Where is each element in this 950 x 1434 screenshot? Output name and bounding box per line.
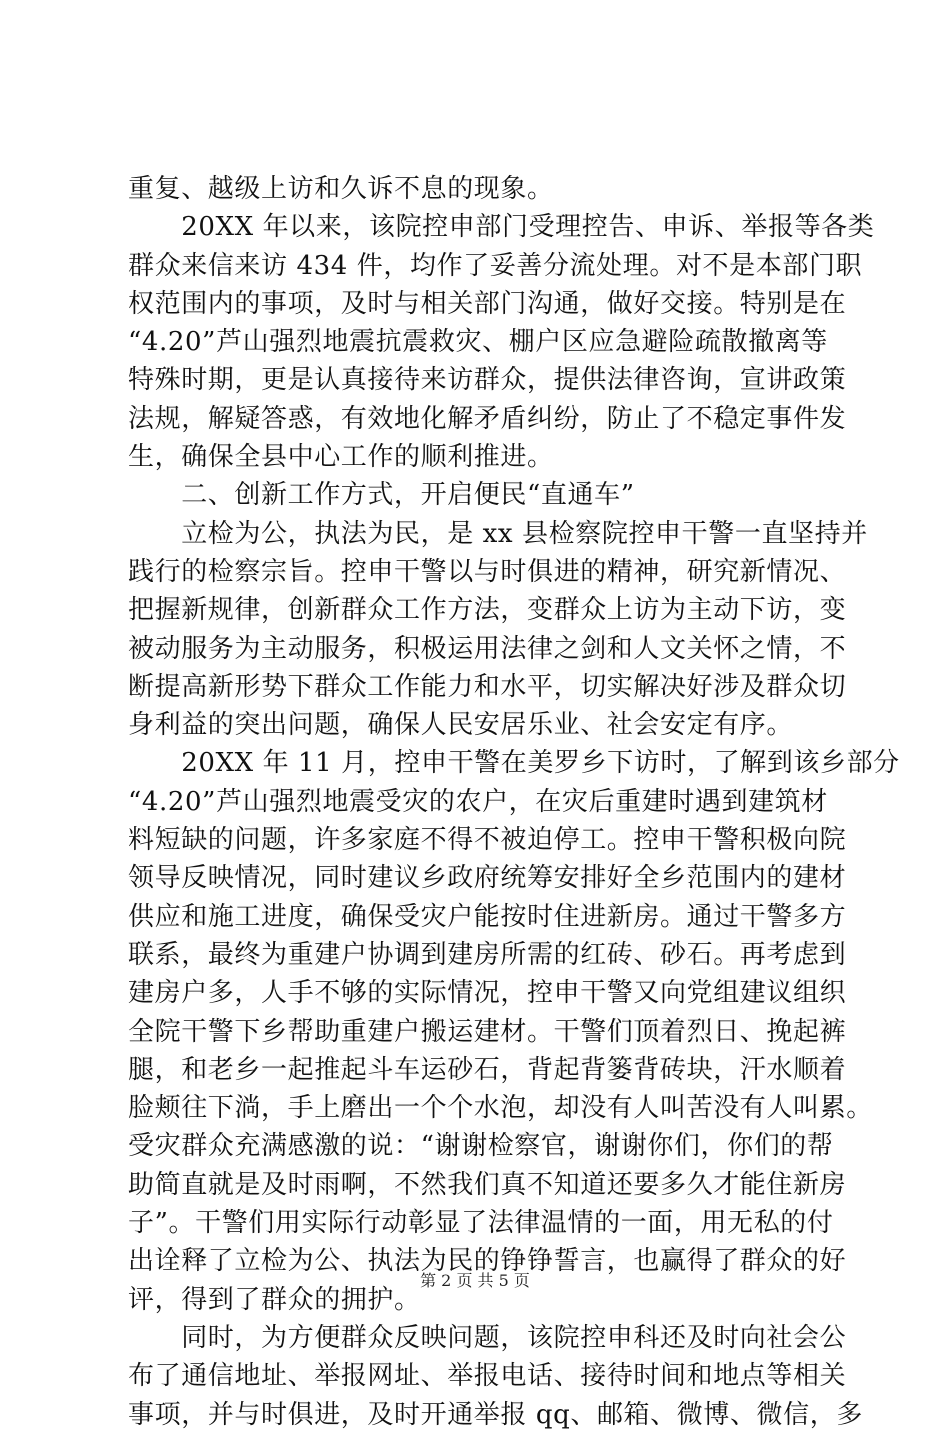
text-line: 同时，为方便群众反映问题，该院控申科还及时向社会公 bbox=[128, 1322, 847, 1353]
text-line: 出诠释了立检为公、执法为民的铮铮誓言，也赢得了群众的好 bbox=[128, 1246, 847, 1277]
text-line: 子”。干警们用实际行动彰显了法律温情的一面，用无私的付 bbox=[128, 1208, 834, 1239]
text-line: 20XX 年 11 月，控申干警在美罗乡下访时，了解到该乡部分 bbox=[128, 748, 900, 779]
text-line: 群众来信来访 434 件，均作了妥善分流处理。对不是本部门职 bbox=[128, 250, 863, 281]
text-line: “4.20”芦山强烈地震受灾的农户，在灾后重建时遇到建筑材 bbox=[128, 786, 828, 817]
text-line: 权范围内的事项，及时与相关部门沟通，做好交接。特别是在 bbox=[128, 288, 847, 319]
text-line: 全院干警下乡帮助重建户搬运建材。干警们顶着烈日、挽起裤 bbox=[128, 1016, 847, 1047]
text-line: 法规，解疑答惑，有效地化解矛盾纠纷，防止了不稳定事件发 bbox=[128, 403, 847, 434]
text-line: 布了通信地址、举报网址、举报电话、接待时间和地点等相关 bbox=[128, 1361, 847, 1392]
text-line: 立检为公，执法为民，是 xx 县检察院控申干警一直坚持并 bbox=[128, 518, 868, 549]
text-line: 被动服务为主动服务，积极运用法律之剑和人文关怀之情，不 bbox=[128, 633, 847, 664]
text-line: 事项，并与时俱进，及时开通举报 qq、邮箱、微博、微信，多 bbox=[128, 1399, 863, 1430]
text-line: 身利益的突出问题，确保人民安居乐业、社会安定有序。 bbox=[128, 710, 794, 741]
page-number: 第 2 页 共 5 页 bbox=[420, 1271, 530, 1290]
text-line: 脸颊往下淌，手上磨出一个个水泡，却没有人叫苦没有人叫累。 bbox=[128, 1093, 873, 1124]
text-line: 供应和施工进度，确保受灾户能按时住进新房。通过干警多方 bbox=[128, 901, 847, 932]
text-line: 践行的检察宗旨。控申干警以与时俱进的精神，研究新情况、 bbox=[128, 556, 847, 587]
text-line: 20XX 年以来，该院控申部门受理控告、申诉、举报等各类 bbox=[128, 212, 875, 243]
text-line: 断提高新形势下群众工作能力和水平，切实解决好涉及群众切 bbox=[128, 671, 847, 702]
text-line: 联系，最终为重建户协调到建房所需的红砖、砂石。再考虑到 bbox=[128, 939, 847, 970]
text-line: “4.20”芦山强烈地震抗震救灾、棚户区应急避险疏散撤离等 bbox=[128, 327, 828, 358]
text-line: 生，确保全县中心工作的顺利推进。 bbox=[128, 442, 554, 473]
text-line: 把握新规律，创新群众工作方法，变群众上访为主动下访，变 bbox=[128, 595, 847, 626]
text-line: 特殊时期，更是认真接待来访群众，提供法律咨询，宣讲政策 bbox=[128, 365, 847, 396]
text-line: 评，得到了群众的拥护。 bbox=[128, 1284, 421, 1315]
text-line: 重复、越级上访和久诉不息的现象。 bbox=[128, 174, 554, 204]
text-line: 腿，和老乡一起推起斗车运砂石，背起背篓背砖块，汗水顺着 bbox=[128, 1054, 847, 1085]
text-line: 领导反映情况，同时建议乡政府统筹安排好全乡范围内的建材 bbox=[128, 863, 847, 894]
text-line: 建房户多，人手不够的实际情况，控申干警又向党组建议组织 bbox=[128, 978, 847, 1009]
section-heading: 二、创新工作方式，开启便民“直通车” bbox=[128, 480, 635, 511]
text-line: 助简直就是及时雨啊，不然我们真不知道还要多久才能住新房 bbox=[128, 1169, 847, 1200]
body-text bbox=[128, 170, 900, 1434]
text-line: 料短缺的问题，许多家庭不得不被迫停工。控申干警积极向院 bbox=[128, 825, 847, 856]
text-line: 受灾群众充满感激的说：“谢谢检察官，谢谢你们，你们的帮 bbox=[128, 1131, 834, 1162]
